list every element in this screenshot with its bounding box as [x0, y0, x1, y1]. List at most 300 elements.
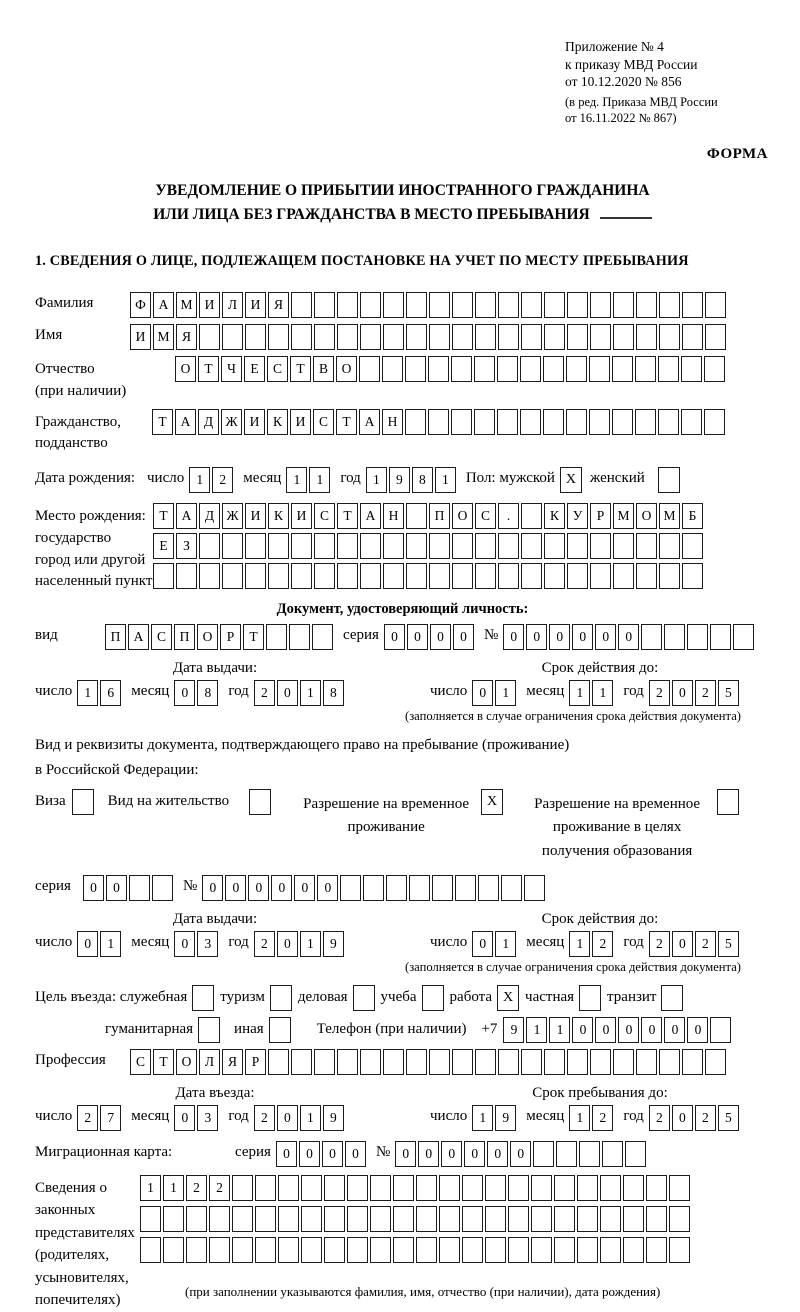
- char-cell[interactable]: [658, 356, 679, 382]
- residence-permit-checkbox[interactable]: [249, 789, 271, 815]
- char-cell[interactable]: [291, 324, 312, 350]
- char-cell[interactable]: [682, 533, 703, 559]
- char-cell[interactable]: [600, 1206, 621, 1232]
- char-cell[interactable]: [405, 356, 426, 382]
- char-cell[interactable]: [462, 1237, 483, 1263]
- char-cell[interactable]: [577, 1175, 598, 1201]
- char-cell[interactable]: 2: [695, 931, 716, 957]
- char-cell[interactable]: М: [613, 503, 634, 529]
- char-cell[interactable]: [429, 563, 450, 589]
- char-cell[interactable]: 1: [495, 680, 516, 706]
- char-cell[interactable]: [314, 292, 335, 318]
- char-cell[interactable]: [623, 1206, 644, 1232]
- char-cell[interactable]: М: [176, 292, 197, 318]
- char-cell[interactable]: [682, 563, 703, 589]
- char-cell[interactable]: С: [130, 1049, 151, 1075]
- purpose-humanitarian-checkbox[interactable]: [198, 1017, 220, 1043]
- char-cell[interactable]: [704, 409, 725, 435]
- char-cell[interactable]: [337, 563, 358, 589]
- char-cell[interactable]: [439, 1237, 460, 1263]
- char-cell[interactable]: К: [544, 503, 565, 529]
- char-cell[interactable]: [485, 1237, 506, 1263]
- char-cell[interactable]: [153, 563, 174, 589]
- char-cell[interactable]: [393, 1237, 414, 1263]
- char-cell[interactable]: 2: [254, 931, 275, 957]
- char-cell[interactable]: Е: [153, 533, 174, 559]
- char-cell[interactable]: 0: [202, 875, 223, 901]
- char-cell[interactable]: [567, 292, 588, 318]
- char-cell[interactable]: [314, 1049, 335, 1075]
- char-cell[interactable]: [705, 324, 726, 350]
- char-cell[interactable]: [623, 1175, 644, 1201]
- char-cell[interactable]: [416, 1206, 437, 1232]
- char-cell[interactable]: [455, 875, 476, 901]
- char-cell[interactable]: П: [105, 624, 126, 650]
- char-cell[interactable]: К: [267, 409, 288, 435]
- char-cell[interactable]: 1: [300, 680, 321, 706]
- char-cell[interactable]: 0: [174, 680, 195, 706]
- char-cell[interactable]: [533, 1141, 554, 1167]
- char-cell[interactable]: 0: [672, 1105, 693, 1131]
- char-cell[interactable]: [531, 1175, 552, 1201]
- char-cell[interactable]: Я: [176, 324, 197, 350]
- char-cell[interactable]: [521, 503, 542, 529]
- char-cell[interactable]: [278, 1237, 299, 1263]
- char-cell[interactable]: С: [267, 356, 288, 382]
- char-cell[interactable]: С: [314, 503, 335, 529]
- char-cell[interactable]: [669, 1237, 690, 1263]
- char-cell[interactable]: [255, 1206, 276, 1232]
- char-cell[interactable]: [245, 533, 266, 559]
- char-cell[interactable]: 1: [569, 680, 590, 706]
- char-cell[interactable]: О: [176, 1049, 197, 1075]
- char-cell[interactable]: [266, 624, 287, 650]
- char-cell[interactable]: 0: [225, 875, 246, 901]
- char-cell[interactable]: 1: [526, 1017, 547, 1043]
- char-cell[interactable]: [291, 533, 312, 559]
- char-cell[interactable]: 9: [323, 1105, 344, 1131]
- char-cell[interactable]: 7: [100, 1105, 121, 1131]
- char-cell[interactable]: О: [336, 356, 357, 382]
- char-cell[interactable]: 0: [572, 624, 593, 650]
- char-cell[interactable]: [590, 533, 611, 559]
- char-cell[interactable]: [209, 1237, 230, 1263]
- temp-residence-edu-checkbox[interactable]: [717, 789, 739, 815]
- char-cell[interactable]: 0: [672, 680, 693, 706]
- char-cell[interactable]: [475, 292, 496, 318]
- char-cell[interactable]: [268, 324, 289, 350]
- char-cell[interactable]: [589, 409, 610, 435]
- char-cell[interactable]: 9: [323, 931, 344, 957]
- char-cell[interactable]: [623, 1237, 644, 1263]
- char-cell[interactable]: [278, 1206, 299, 1232]
- char-cell[interactable]: 1: [435, 467, 456, 493]
- char-cell[interactable]: 2: [695, 680, 716, 706]
- char-cell[interactable]: [337, 533, 358, 559]
- char-cell[interactable]: 0: [271, 875, 292, 901]
- char-cell[interactable]: [590, 563, 611, 589]
- char-cell[interactable]: 6: [100, 680, 121, 706]
- char-cell[interactable]: 2: [209, 1175, 230, 1201]
- char-cell[interactable]: [324, 1206, 345, 1232]
- char-cell[interactable]: [314, 563, 335, 589]
- char-cell[interactable]: [278, 1175, 299, 1201]
- char-cell[interactable]: [370, 1175, 391, 1201]
- char-cell[interactable]: 0: [453, 624, 474, 650]
- char-cell[interactable]: [669, 1206, 690, 1232]
- char-cell[interactable]: 0: [345, 1141, 366, 1167]
- char-cell[interactable]: 1: [286, 467, 307, 493]
- purpose-private-checkbox[interactable]: [579, 985, 601, 1011]
- char-cell[interactable]: [432, 875, 453, 901]
- char-cell[interactable]: 0: [294, 875, 315, 901]
- char-cell[interactable]: И: [199, 292, 220, 318]
- char-cell[interactable]: [556, 1141, 577, 1167]
- char-cell[interactable]: У: [567, 503, 588, 529]
- char-cell[interactable]: [589, 356, 610, 382]
- char-cell[interactable]: [301, 1175, 322, 1201]
- char-cell[interactable]: [386, 875, 407, 901]
- char-cell[interactable]: [602, 1141, 623, 1167]
- char-cell[interactable]: [324, 1175, 345, 1201]
- char-cell[interactable]: 5: [718, 1105, 739, 1131]
- char-cell[interactable]: 0: [317, 875, 338, 901]
- char-cell[interactable]: [359, 356, 380, 382]
- char-cell[interactable]: [524, 875, 545, 901]
- char-cell[interactable]: [340, 875, 361, 901]
- char-cell[interactable]: [291, 1049, 312, 1075]
- char-cell[interactable]: 2: [695, 1105, 716, 1131]
- char-cell[interactable]: М: [659, 503, 680, 529]
- char-cell[interactable]: П: [174, 624, 195, 650]
- char-cell[interactable]: [452, 324, 473, 350]
- char-cell[interactable]: Т: [337, 503, 358, 529]
- char-cell[interactable]: [347, 1206, 368, 1232]
- char-cell[interactable]: 0: [487, 1141, 508, 1167]
- char-cell[interactable]: [659, 1049, 680, 1075]
- char-cell[interactable]: [590, 1049, 611, 1075]
- char-cell[interactable]: Т: [243, 624, 264, 650]
- char-cell[interactable]: 0: [503, 624, 524, 650]
- char-cell[interactable]: [498, 324, 519, 350]
- char-cell[interactable]: 0: [77, 931, 98, 957]
- char-cell[interactable]: [659, 324, 680, 350]
- purpose-work-checkbox[interactable]: X: [497, 985, 519, 1011]
- char-cell[interactable]: [612, 409, 633, 435]
- char-cell[interactable]: 1: [300, 1105, 321, 1131]
- char-cell[interactable]: 1: [472, 1105, 493, 1131]
- char-cell[interactable]: [474, 409, 495, 435]
- char-cell[interactable]: [416, 1175, 437, 1201]
- char-cell[interactable]: [382, 356, 403, 382]
- char-cell[interactable]: С: [475, 503, 496, 529]
- char-cell[interactable]: [613, 292, 634, 318]
- char-cell[interactable]: [314, 533, 335, 559]
- purpose-other-checkbox[interactable]: [269, 1017, 291, 1043]
- char-cell[interactable]: [590, 324, 611, 350]
- char-cell[interactable]: [567, 563, 588, 589]
- temp-residence-checkbox[interactable]: X: [481, 789, 503, 815]
- char-cell[interactable]: [360, 292, 381, 318]
- char-cell[interactable]: 1: [140, 1175, 161, 1201]
- char-cell[interactable]: [314, 324, 335, 350]
- char-cell[interactable]: [625, 1141, 646, 1167]
- char-cell[interactable]: Ж: [222, 503, 243, 529]
- char-cell[interactable]: 2: [77, 1105, 98, 1131]
- char-cell[interactable]: [140, 1237, 161, 1263]
- char-cell[interactable]: [222, 533, 243, 559]
- char-cell[interactable]: [544, 292, 565, 318]
- char-cell[interactable]: [577, 1237, 598, 1263]
- char-cell[interactable]: 0: [248, 875, 269, 901]
- char-cell[interactable]: И: [291, 503, 312, 529]
- char-cell[interactable]: [451, 409, 472, 435]
- char-cell[interactable]: 0: [618, 624, 639, 650]
- char-cell[interactable]: [590, 292, 611, 318]
- char-cell[interactable]: [452, 1049, 473, 1075]
- char-cell[interactable]: [199, 533, 220, 559]
- char-cell[interactable]: 0: [441, 1141, 462, 1167]
- char-cell[interactable]: [406, 324, 427, 350]
- char-cell[interactable]: 9: [389, 467, 410, 493]
- char-cell[interactable]: 2: [186, 1175, 207, 1201]
- char-cell[interactable]: 0: [276, 1141, 297, 1167]
- char-cell[interactable]: [520, 409, 541, 435]
- char-cell[interactable]: 8: [323, 680, 344, 706]
- char-cell[interactable]: [245, 563, 266, 589]
- char-cell[interactable]: [646, 1206, 667, 1232]
- char-cell[interactable]: 0: [464, 1141, 485, 1167]
- char-cell[interactable]: [641, 624, 662, 650]
- char-cell[interactable]: [439, 1175, 460, 1201]
- char-cell[interactable]: 2: [649, 1105, 670, 1131]
- char-cell[interactable]: 1: [163, 1175, 184, 1201]
- char-cell[interactable]: [360, 533, 381, 559]
- char-cell[interactable]: Т: [152, 409, 173, 435]
- char-cell[interactable]: .: [498, 503, 519, 529]
- char-cell[interactable]: [291, 292, 312, 318]
- char-cell[interactable]: [289, 624, 310, 650]
- char-cell[interactable]: [383, 533, 404, 559]
- char-cell[interactable]: [705, 292, 726, 318]
- char-cell[interactable]: 0: [418, 1141, 439, 1167]
- char-cell[interactable]: [383, 563, 404, 589]
- char-cell[interactable]: [406, 533, 427, 559]
- char-cell[interactable]: [360, 1049, 381, 1075]
- char-cell[interactable]: 8: [197, 680, 218, 706]
- char-cell[interactable]: [554, 1206, 575, 1232]
- char-cell[interactable]: 0: [299, 1141, 320, 1167]
- char-cell[interactable]: С: [151, 624, 172, 650]
- char-cell[interactable]: [337, 1049, 358, 1075]
- char-cell[interactable]: [301, 1237, 322, 1263]
- char-cell[interactable]: [531, 1206, 552, 1232]
- char-cell[interactable]: 0: [687, 1017, 708, 1043]
- char-cell[interactable]: [498, 292, 519, 318]
- sex-female-checkbox[interactable]: [658, 467, 680, 493]
- char-cell[interactable]: [636, 324, 657, 350]
- char-cell[interactable]: 1: [569, 1105, 590, 1131]
- char-cell[interactable]: 0: [277, 1105, 298, 1131]
- char-cell[interactable]: Р: [220, 624, 241, 650]
- char-cell[interactable]: 1: [592, 680, 613, 706]
- char-cell[interactable]: [635, 409, 656, 435]
- char-cell[interactable]: [704, 356, 725, 382]
- char-cell[interactable]: [232, 1237, 253, 1263]
- char-cell[interactable]: [497, 409, 518, 435]
- char-cell[interactable]: [186, 1237, 207, 1263]
- char-cell[interactable]: [508, 1206, 529, 1232]
- char-cell[interactable]: 0: [430, 624, 451, 650]
- char-cell[interactable]: [363, 875, 384, 901]
- char-cell[interactable]: 0: [572, 1017, 593, 1043]
- char-cell[interactable]: М: [153, 324, 174, 350]
- char-cell[interactable]: [521, 324, 542, 350]
- char-cell[interactable]: [544, 533, 565, 559]
- char-cell[interactable]: [687, 624, 708, 650]
- char-cell[interactable]: Т: [198, 356, 219, 382]
- char-cell[interactable]: [681, 409, 702, 435]
- char-cell[interactable]: [429, 292, 450, 318]
- char-cell[interactable]: [566, 356, 587, 382]
- char-cell[interactable]: А: [176, 503, 197, 529]
- char-cell[interactable]: 0: [549, 624, 570, 650]
- char-cell[interactable]: [600, 1175, 621, 1201]
- char-cell[interactable]: [521, 533, 542, 559]
- char-cell[interactable]: [613, 533, 634, 559]
- char-cell[interactable]: 3: [197, 1105, 218, 1131]
- char-cell[interactable]: О: [452, 503, 473, 529]
- char-cell[interactable]: [498, 533, 519, 559]
- char-cell[interactable]: [635, 356, 656, 382]
- char-cell[interactable]: Л: [199, 1049, 220, 1075]
- char-cell[interactable]: [360, 563, 381, 589]
- char-cell[interactable]: [129, 875, 150, 901]
- char-cell[interactable]: [646, 1175, 667, 1201]
- char-cell[interactable]: Ф: [130, 292, 151, 318]
- char-cell[interactable]: [152, 875, 173, 901]
- char-cell[interactable]: [475, 324, 496, 350]
- char-cell[interactable]: [613, 324, 634, 350]
- char-cell[interactable]: [439, 1206, 460, 1232]
- char-cell[interactable]: С: [313, 409, 334, 435]
- char-cell[interactable]: [659, 533, 680, 559]
- char-cell[interactable]: [485, 1175, 506, 1201]
- char-cell[interactable]: Т: [153, 503, 174, 529]
- char-cell[interactable]: 0: [472, 680, 493, 706]
- char-cell[interactable]: [370, 1206, 391, 1232]
- char-cell[interactable]: [612, 356, 633, 382]
- char-cell[interactable]: [498, 1049, 519, 1075]
- char-cell[interactable]: [577, 1206, 598, 1232]
- char-cell[interactable]: 0: [672, 931, 693, 957]
- char-cell[interactable]: [636, 292, 657, 318]
- char-cell[interactable]: Б: [682, 503, 703, 529]
- char-cell[interactable]: [140, 1206, 161, 1232]
- char-cell[interactable]: 0: [106, 875, 127, 901]
- char-cell[interactable]: 0: [395, 1141, 416, 1167]
- char-cell[interactable]: [462, 1206, 483, 1232]
- char-cell[interactable]: [337, 292, 358, 318]
- char-cell[interactable]: 2: [212, 467, 233, 493]
- char-cell[interactable]: [710, 624, 731, 650]
- char-cell[interactable]: [337, 324, 358, 350]
- char-cell[interactable]: 0: [407, 624, 428, 650]
- char-cell[interactable]: [567, 324, 588, 350]
- char-cell[interactable]: 9: [503, 1017, 524, 1043]
- char-cell[interactable]: [268, 533, 289, 559]
- char-cell[interactable]: [452, 563, 473, 589]
- char-cell[interactable]: [163, 1206, 184, 1232]
- char-cell[interactable]: [567, 1049, 588, 1075]
- char-cell[interactable]: Р: [245, 1049, 266, 1075]
- char-cell[interactable]: [520, 356, 541, 382]
- char-cell[interactable]: 0: [384, 624, 405, 650]
- char-cell[interactable]: 0: [618, 1017, 639, 1043]
- char-cell[interactable]: 1: [189, 467, 210, 493]
- char-cell[interactable]: [567, 533, 588, 559]
- char-cell[interactable]: 0: [472, 931, 493, 957]
- char-cell[interactable]: А: [360, 503, 381, 529]
- char-cell[interactable]: [416, 1237, 437, 1263]
- char-cell[interactable]: [566, 409, 587, 435]
- char-cell[interactable]: Ж: [221, 409, 242, 435]
- char-cell[interactable]: [429, 1049, 450, 1075]
- char-cell[interactable]: К: [268, 503, 289, 529]
- char-cell[interactable]: [405, 409, 426, 435]
- char-cell[interactable]: [324, 1237, 345, 1263]
- char-cell[interactable]: [521, 292, 542, 318]
- char-cell[interactable]: [245, 324, 266, 350]
- char-cell[interactable]: [406, 292, 427, 318]
- char-cell[interactable]: В: [313, 356, 334, 382]
- char-cell[interactable]: [406, 563, 427, 589]
- char-cell[interactable]: [186, 1206, 207, 1232]
- purpose-tourism-checkbox[interactable]: [270, 985, 292, 1011]
- char-cell[interactable]: 2: [649, 680, 670, 706]
- char-cell[interactable]: [475, 563, 496, 589]
- char-cell[interactable]: [199, 563, 220, 589]
- char-cell[interactable]: [268, 1049, 289, 1075]
- char-cell[interactable]: А: [175, 409, 196, 435]
- char-cell[interactable]: [232, 1175, 253, 1201]
- char-cell[interactable]: [176, 563, 197, 589]
- char-cell[interactable]: 0: [595, 624, 616, 650]
- char-cell[interactable]: 2: [254, 1105, 275, 1131]
- char-cell[interactable]: [462, 1175, 483, 1201]
- char-cell[interactable]: [508, 1175, 529, 1201]
- char-cell[interactable]: [383, 324, 404, 350]
- char-cell[interactable]: [232, 1206, 253, 1232]
- char-cell[interactable]: Ч: [221, 356, 242, 382]
- char-cell[interactable]: [579, 1141, 600, 1167]
- char-cell[interactable]: [613, 563, 634, 589]
- char-cell[interactable]: [428, 356, 449, 382]
- char-cell[interactable]: [268, 563, 289, 589]
- char-cell[interactable]: [478, 875, 499, 901]
- char-cell[interactable]: [428, 409, 449, 435]
- char-cell[interactable]: 0: [322, 1141, 343, 1167]
- char-cell[interactable]: [452, 292, 473, 318]
- char-cell[interactable]: [544, 324, 565, 350]
- char-cell[interactable]: 0: [277, 931, 298, 957]
- char-cell[interactable]: [521, 1049, 542, 1075]
- char-cell[interactable]: Я: [268, 292, 289, 318]
- purpose-transit-checkbox[interactable]: [661, 985, 683, 1011]
- char-cell[interactable]: [705, 1049, 726, 1075]
- char-cell[interactable]: [682, 324, 703, 350]
- char-cell[interactable]: 2: [592, 1105, 613, 1131]
